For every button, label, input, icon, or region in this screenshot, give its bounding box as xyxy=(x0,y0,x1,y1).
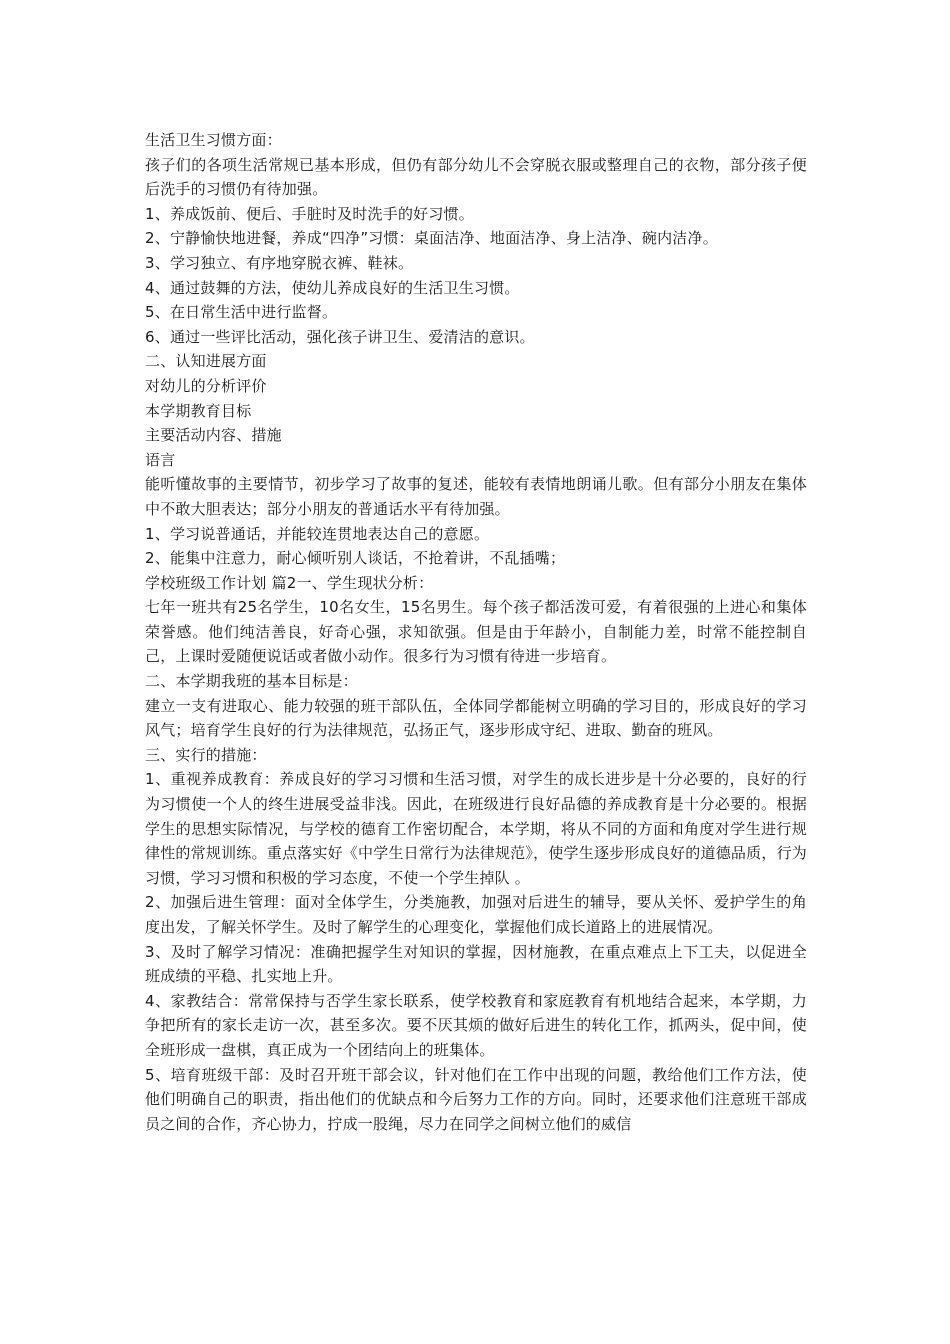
list-item: 2、能集中注意力，耐心倾听别人谈话，不抢着讲，不乱插嘴； xyxy=(145,549,566,568)
list-item: 3、及时了解学习情况：准确把握学生对知识的掌握，因材施教，在重点难点上下工夫，以促进全班成绩的平稳、扎实地上升。 xyxy=(145,942,807,986)
list-item: 5、培育班级干部：及时召开班干部会议，针对他们在工作中出现的问题，教给他们工作方法，使他们明确自己的职责，指出他们的优缺点和今后努力工作的方向。同时，还要求他们注意班干部成员之间的合作，齐心协力，拧成一股绳，尽力在同学之间树立他们的威信 xyxy=(145,1065,807,1133)
list-item: 1、重视养成教育：养成良好的学习习惯和生活习惯，对学生的成长进步是十分必要的，良好的行为习惯使一个人的终生进展受益非浅。因此，在班级进行良好品德的养成教育是十分必要的。根据学生的思想实际情况，与学校的德育工作密切配合，本学期，将从不同的方面和角度对学生进行规律性的常规训练。重点落实好《中学生日常行为法律规范》，使学生逐步形成良好的道德品质，行为习惯，学习习惯和积极的学习态度，不使一个学生掉队 。 xyxy=(145,770,807,887)
section-heading-measures: 三、实行的措施： xyxy=(145,745,267,764)
list-item: 2、加强后进生管理：面对全体学生，分类施教，加强对后进生的辅导，要从关怀、爱护学生的角度出发，了解关怀学生。及时了解学生的心理变化，掌握他们成长道路上的进展情况。 xyxy=(145,893,807,936)
list-item: 4、家教结合：常常保持与否学生家长联系，使学校教育和家庭教育有机地结合起来，本学期，力争把所有的家长走访一次，甚至多次。要不厌其烦的做好后进生的转化工作，抓两头，促中间，使全班形成一盘棋，真正成为一个团结向上的班集体。 xyxy=(145,991,807,1059)
list-item: 5、在日常生活中进行监督。 xyxy=(145,303,338,322)
paragraph: 孩子们的各项生活常规已基本形成，但仍有部分幼儿不会穿脱衣服或整理自己的衣物，部分孩子便后洗手的习惯仍有待加强。 xyxy=(145,155,807,199)
list-item: 6、通过一些评比活动，强化孩子讲卫生、爱清洁的意识。 xyxy=(145,327,535,346)
list-item: 4、通过鼓舞的方法，使幼儿养成良好的生活卫生习惯。 xyxy=(145,278,520,297)
document-body xyxy=(145,128,807,1136)
section-heading-hygiene: 生活卫生习惯方面： xyxy=(145,131,282,149)
paragraph: 七年一班共有25名学生，10名女生，15名男生。每个孩子都活泼可爱，有着很强的上进心和集体荣誉感。他们纯洁善良，好奇心强，求知欲强。但是由于年龄小，自制能力差，时常不能控制自己，上课时爱随便说话或者做小动作。很多行为习惯有待进一步培育。 xyxy=(145,598,807,666)
section-heading-goals: 二、本学期我班的基本目标是： xyxy=(145,672,358,691)
section-heading-cognition: 二、认知进展方面 xyxy=(145,352,267,371)
sub-heading: 对幼儿的分析评价 xyxy=(145,376,267,395)
list-item: 1、学习说普通话，并能较连贯地表达自己的意愿。 xyxy=(145,524,490,543)
list-item: 3、学习独立、有序地穿脱衣裤、鞋袜。 xyxy=(145,253,414,272)
paragraph: 能听懂故事的主要情节，初步学习了故事的复述，能较有表情地朗诵儿歌。但有部分小朋友在集体中不敢大胆表达；部分小朋友的普通话水平有待加强。 xyxy=(145,475,807,518)
list-item: 1、养成饭前、便后、手脏时及时洗手的好习惯。 xyxy=(145,204,474,223)
sub-heading: 语言 xyxy=(145,450,176,469)
list-item: 2、宁静愉快地进餐，养成“四净”习惯：桌面洁净、地面洁净、身上洁净、碗内洁净。 xyxy=(145,229,718,248)
sub-heading: 本学期教育目标 xyxy=(145,401,252,420)
section-heading-plan-2: 学校班级工作计划 篇2一、学生现状分析： xyxy=(145,573,434,592)
sub-heading: 主要活动内容、措施 xyxy=(145,426,282,445)
paragraph: 建立一支有进取心、能力较强的班干部队伍，全体同学都能树立明确的学习目的，形成良好的学习风气；培育学生良好的行为法律规范，弘扬正气，逐步形成守纪、进取、勤奋的班风。 xyxy=(145,696,807,740)
